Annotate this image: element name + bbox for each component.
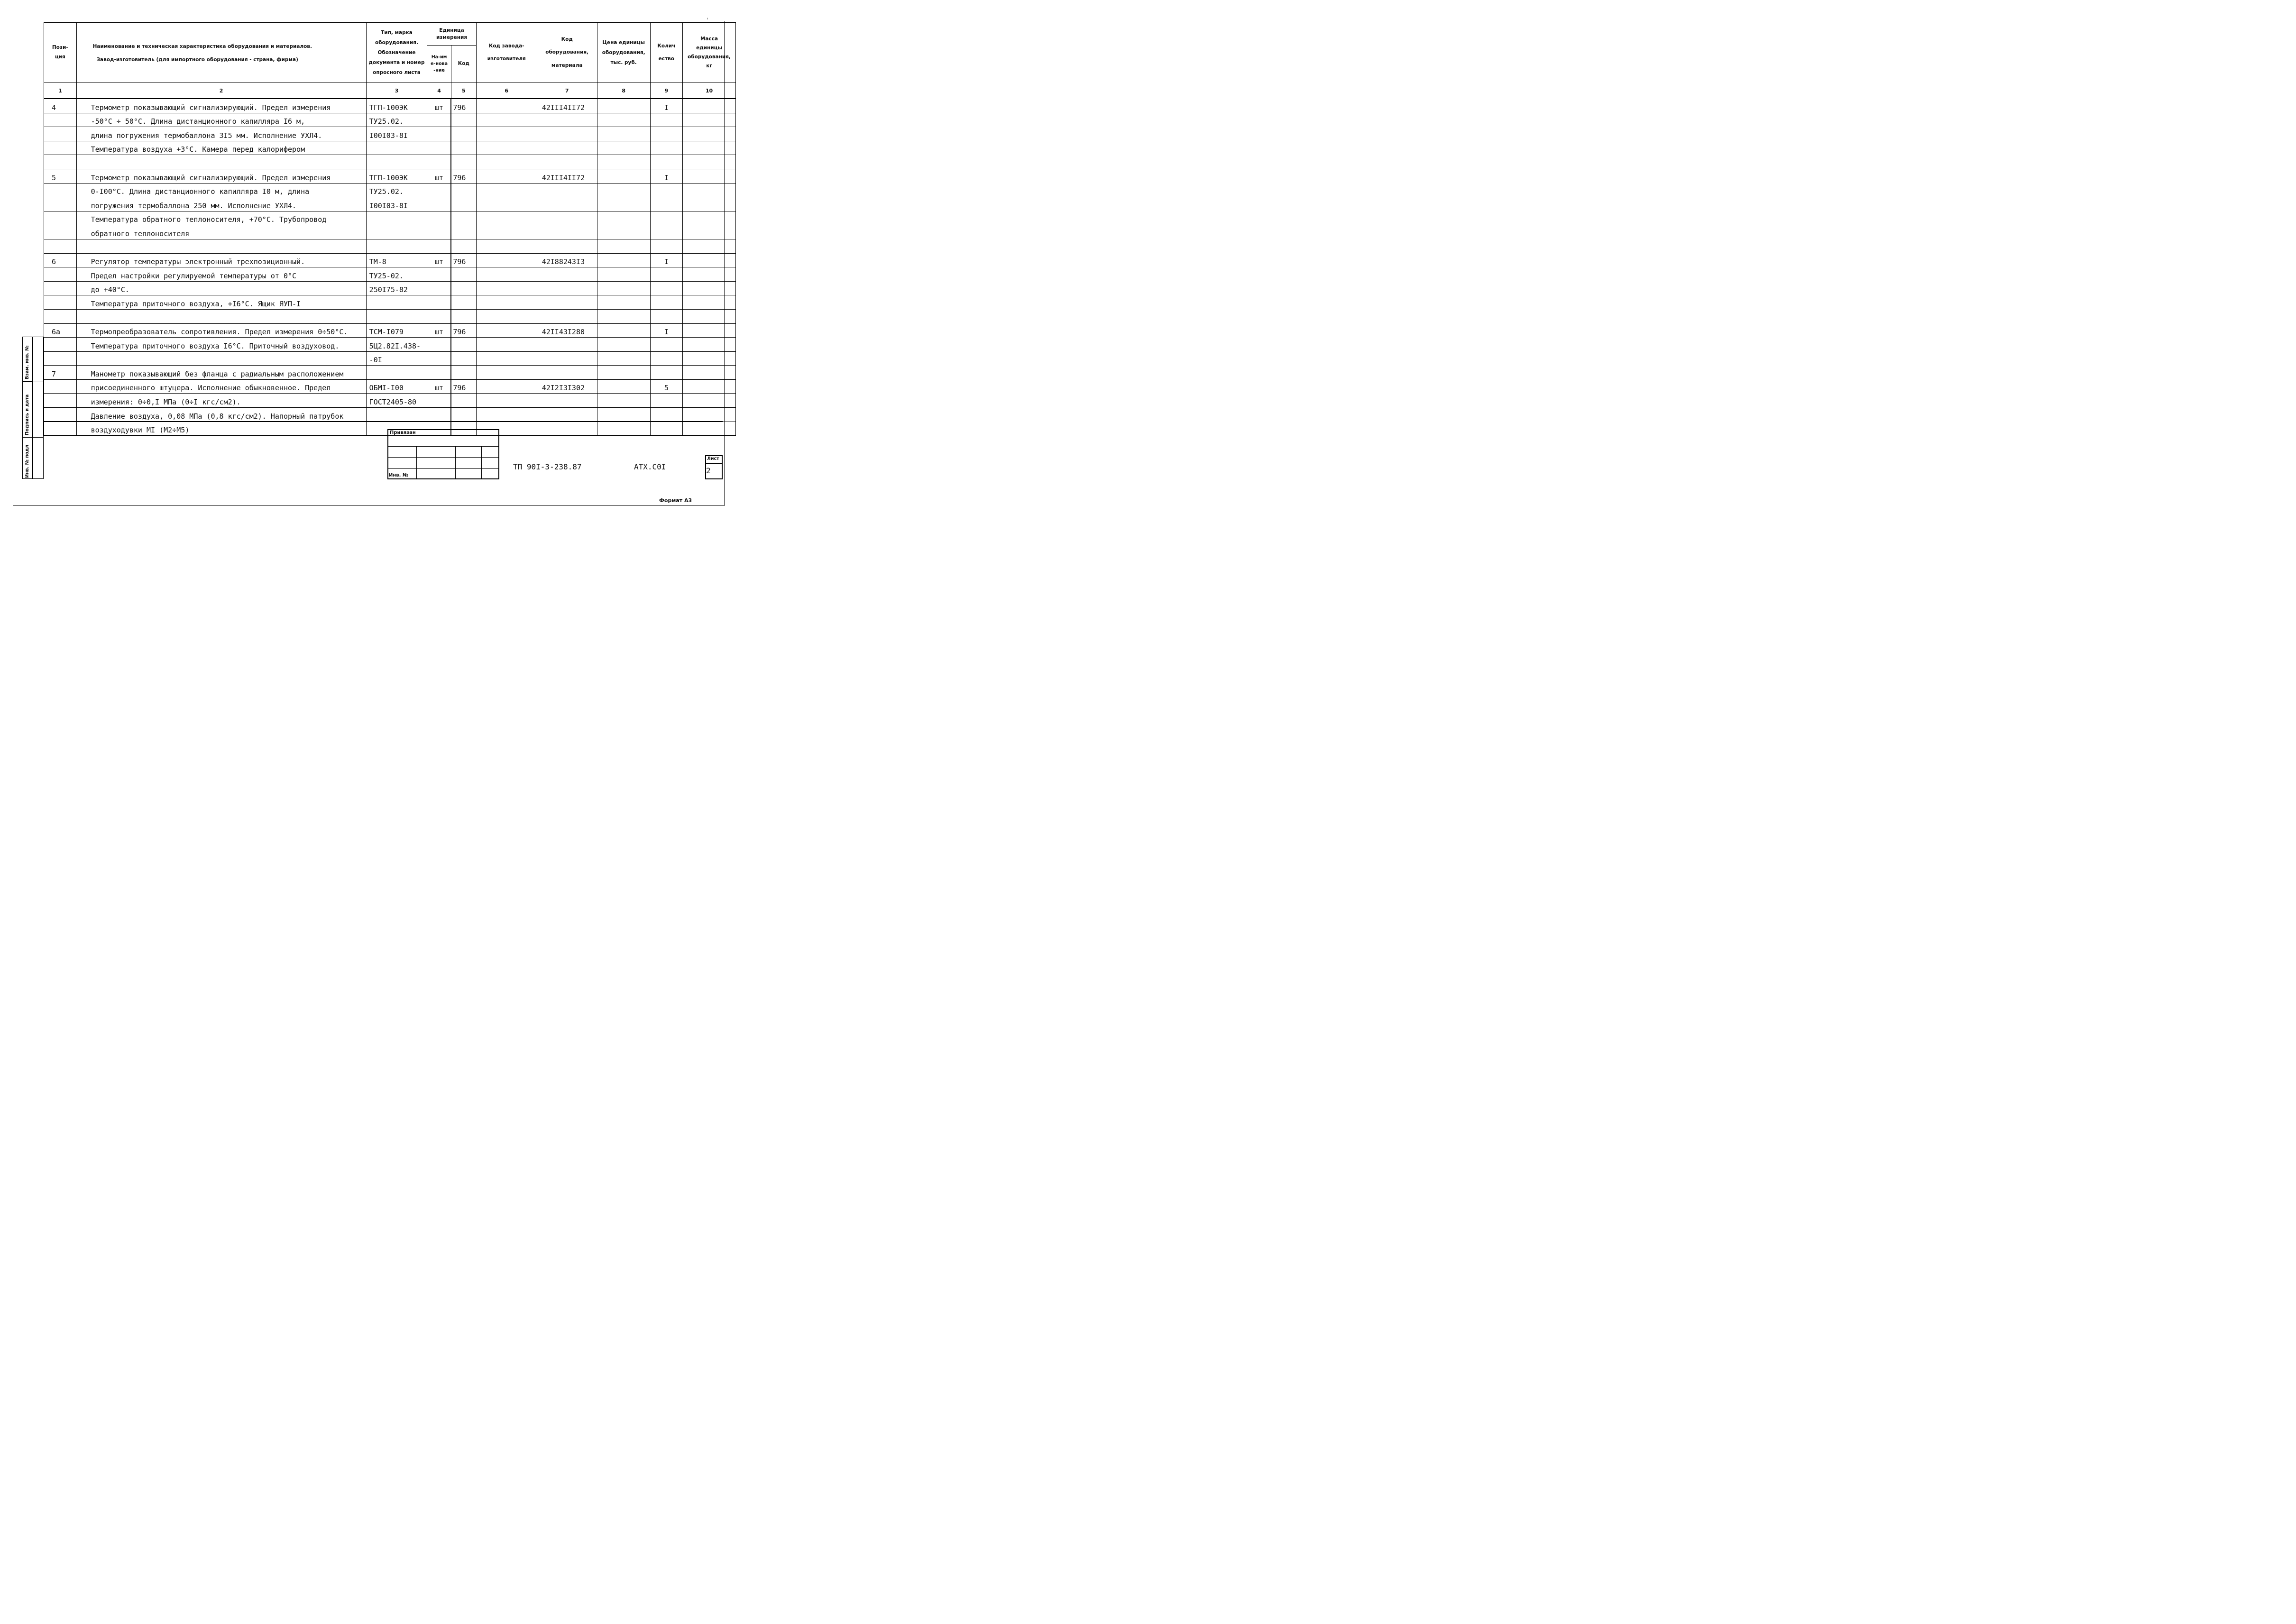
cell-unit: [427, 127, 451, 141]
cell-empty: [597, 197, 650, 211]
cell-empty: [476, 267, 537, 282]
cell-empty: [597, 351, 650, 366]
cell-unit: [427, 267, 451, 282]
cell-code: [451, 338, 476, 352]
cell-pos: [44, 309, 77, 323]
cell-name: Термометр показывающий сигнализирующий. Предел измерения: [76, 169, 366, 183]
cell-type: [366, 295, 427, 310]
header-quantity: Количество: [650, 23, 682, 83]
cell-name: воздуходувки МI (М2÷М5): [76, 422, 366, 436]
table-row: [44, 366, 736, 380]
cell-empty: [683, 281, 736, 295]
cell-empty: [597, 239, 650, 253]
cell-empty: [683, 141, 736, 155]
title-block-frame: [44, 421, 723, 479]
cell-pos: [44, 113, 77, 127]
cell-unit: шт: [427, 99, 451, 113]
cell-empty: [476, 309, 537, 323]
cell-pos: [44, 351, 77, 366]
cell-code: 796: [451, 379, 476, 394]
cell-code: [451, 309, 476, 323]
cell-empty: [683, 295, 736, 310]
cell-code: [451, 394, 476, 408]
cell-empty: [476, 211, 537, 225]
cell-pos: 7: [44, 366, 77, 380]
cell-pos: [44, 338, 77, 352]
header-unit-code: Код: [451, 46, 476, 83]
cell-pos: [44, 127, 77, 141]
header-price: Цена единицы оборудования, тыс. руб.: [597, 23, 650, 83]
cell-qty: [650, 281, 682, 295]
cell-type: [366, 366, 427, 380]
cell-empty: [683, 211, 736, 225]
table-row: [44, 99, 736, 113]
column-number: 6: [476, 83, 537, 99]
cell-pos: [44, 267, 77, 282]
cell-ecode: [537, 113, 597, 127]
privyazan-line-1: [387, 446, 499, 447]
cell-name: длина погружения термобаллона 3I5 мм. Исполнение УХЛ4.: [76, 127, 366, 141]
cell-unit: [427, 394, 451, 408]
cell-pos: [44, 197, 77, 211]
cell-pos: [44, 295, 77, 310]
cell-name: 0-I00°С. Длина дистанционного капилляра I0 м, длина: [76, 183, 366, 197]
side-divider-3: [33, 382, 44, 438]
cell-ecode: [537, 183, 597, 197]
cell-qty: I: [650, 99, 682, 113]
cell-empty: [476, 379, 537, 394]
cell-pos: [44, 379, 77, 394]
cell-name: измерения: 0÷0,I МПа (0÷I кгс/см2).: [76, 394, 366, 408]
cell-qty: [650, 295, 682, 310]
cell-empty: [476, 155, 537, 169]
cell-pos: [44, 141, 77, 155]
cell-empty: [597, 155, 650, 169]
cell-pos: 4: [44, 99, 77, 113]
cell-empty: [683, 351, 736, 366]
cell-empty: [683, 323, 736, 338]
cell-empty: [683, 366, 736, 380]
cell-code: [451, 267, 476, 282]
column-number-row: [44, 83, 736, 99]
cell-empty: [683, 197, 736, 211]
cell-code: 796: [451, 323, 476, 338]
cell-empty: [597, 99, 650, 113]
cell-empty: [597, 408, 650, 422]
corner-tick: ˈ: [706, 17, 709, 24]
sheet-outer-bottom-line: [13, 505, 725, 506]
cell-empty: [683, 99, 736, 113]
cell-empty: [597, 183, 650, 197]
cell-name: Регулятор температуры электронный трехпозиционный.: [76, 253, 366, 267]
cell-empty: [476, 127, 537, 141]
cell-empty: [476, 338, 537, 352]
cell-name: [76, 309, 366, 323]
table-row: [44, 408, 736, 422]
document-mark: АТХ.С0I: [634, 462, 666, 471]
cell-unit: [427, 408, 451, 422]
cell-pos: [44, 394, 77, 408]
cell-code: [451, 127, 476, 141]
cell-empty: [597, 366, 650, 380]
column-number: 8: [597, 83, 650, 99]
cell-empty: [683, 113, 736, 127]
column-number: 10: [683, 83, 736, 99]
specification-table: [44, 22, 736, 436]
cell-type: ОБМI-I00: [366, 379, 427, 394]
cell-type: [366, 141, 427, 155]
cell-empty: [597, 323, 650, 338]
cell-ecode: [537, 366, 597, 380]
cell-name: присоединенного штуцера. Исполнение обыкновенное. Предел: [76, 379, 366, 394]
table-row: [44, 155, 736, 169]
cell-empty: [476, 239, 537, 253]
cell-empty: [597, 309, 650, 323]
cell-empty: [597, 169, 650, 183]
cell-empty: [597, 253, 650, 267]
table-row: [44, 197, 736, 211]
cell-unit: [427, 183, 451, 197]
cell-empty: [476, 253, 537, 267]
sheet-label: Лист: [707, 456, 719, 461]
cell-empty: [476, 141, 537, 155]
cell-unit: шт: [427, 253, 451, 267]
cell-code: [451, 281, 476, 295]
cell-qty: [650, 351, 682, 366]
table-row: [44, 379, 736, 394]
cell-empty: [476, 351, 537, 366]
cell-code: 796: [451, 99, 476, 113]
cell-unit: [427, 281, 451, 295]
header-type: Тип, марка оборудования. Обозначение документа и номер опросного листа: [366, 23, 427, 83]
cell-name: -50°C ÷ 50°С. Длина дистанционного капилляра I6 м,: [76, 113, 366, 127]
table-row: [44, 281, 736, 295]
cell-empty: [597, 267, 650, 282]
cell-pos: 6а: [44, 323, 77, 338]
cell-pos: [44, 408, 77, 422]
table-row: [44, 351, 736, 366]
cell-unit: [427, 309, 451, 323]
cell-ecode: [537, 127, 597, 141]
cell-ecode: [537, 267, 597, 282]
table-row: [44, 394, 736, 408]
cell-type: -0I: [366, 351, 427, 366]
column-number: 9: [650, 83, 682, 99]
cell-empty: [597, 338, 650, 352]
header-unit-group: Единица измерения: [427, 23, 476, 46]
privyazan-vline-3: [481, 446, 482, 479]
cell-name: Температура воздуха +3°С. Камера перед калорифером: [76, 141, 366, 155]
privyazan-label: Привязан: [390, 430, 416, 435]
cell-name: Термометр показывающий сигнализирующий. Предел измерения: [76, 99, 366, 113]
column-number: 4: [427, 83, 451, 99]
cell-qty: [650, 141, 682, 155]
cell-qty: [650, 267, 682, 282]
cell-empty: [476, 281, 537, 295]
cell-qty: [650, 211, 682, 225]
cell-name: [76, 239, 366, 253]
cell-name: Манометр показывающий без фланца с радиальным расположением: [76, 366, 366, 380]
cell-qty: I: [650, 323, 682, 338]
cell-ecode: [537, 338, 597, 352]
cell-empty: [597, 127, 650, 141]
cell-qty: [650, 366, 682, 380]
header-position: Пози- ция: [44, 23, 77, 83]
cell-type: ТУ25-02.: [366, 267, 427, 282]
table-row: [44, 183, 736, 197]
cell-code: [451, 351, 476, 366]
cell-qty: [650, 197, 682, 211]
cell-empty: [476, 225, 537, 239]
cell-unit: [427, 141, 451, 155]
cell-type: [366, 408, 427, 422]
cell-empty: [597, 225, 650, 239]
cell-empty: [597, 211, 650, 225]
cell-empty: [476, 366, 537, 380]
privyazan-box: [387, 429, 499, 479]
cell-name: Термопреобразователь сопротивления. Предел измерения 0÷50°С.: [76, 323, 366, 338]
cell-name: погружения термобаллона 250 мм. Исполнение УХЛ4.: [76, 197, 366, 211]
cell-type: [366, 211, 427, 225]
table-row: [44, 309, 736, 323]
cell-type: ТСМ-I079: [366, 323, 427, 338]
cell-empty: [683, 169, 736, 183]
sheet-number: 2: [706, 466, 711, 475]
cell-pos: [44, 281, 77, 295]
cell-name: Температура обратного теплоносителя, +70°С. Трубопровод: [76, 211, 366, 225]
privyazan-line-2: [387, 457, 499, 458]
cell-empty: [476, 183, 537, 197]
cell-unit: [427, 113, 451, 127]
cell-type: 250I75-82: [366, 281, 427, 295]
cell-name: Температура приточного воздуха, +I6°С. Ящик ЯУП-I: [76, 295, 366, 310]
cell-empty: [683, 253, 736, 267]
cell-code: [451, 408, 476, 422]
cell-pos: 6: [44, 253, 77, 267]
cell-code: [451, 183, 476, 197]
table-row: [44, 323, 736, 338]
cell-empty: [597, 141, 650, 155]
cell-code: 796: [451, 253, 476, 267]
cell-code: 796: [451, 169, 476, 183]
cell-empty: [683, 127, 736, 141]
table-row: [44, 253, 736, 267]
cell-unit: [427, 155, 451, 169]
cell-code: [451, 155, 476, 169]
cell-type: I00I03-8I: [366, 127, 427, 141]
cell-empty: [597, 295, 650, 310]
cell-ecode: [537, 211, 597, 225]
cell-unit: шт: [427, 323, 451, 338]
privyazan-vline-1: [416, 446, 417, 479]
column-number: 5: [451, 83, 476, 99]
cell-empty: [683, 338, 736, 352]
cell-type: ТМ-8: [366, 253, 427, 267]
table-row: [44, 169, 736, 183]
cell-empty: [683, 408, 736, 422]
header-factory-code: Код завода-изготовителя: [476, 23, 537, 83]
cell-empty: [597, 379, 650, 394]
cell-unit: [427, 295, 451, 310]
cell-type: [366, 309, 427, 323]
cell-ecode: 42I88243I3: [537, 253, 597, 267]
header-mass: Масса единицы оборудования, кг: [683, 23, 736, 83]
cell-empty: [476, 394, 537, 408]
cell-empty: [597, 113, 650, 127]
cell-name: до +40°С.: [76, 281, 366, 295]
table-row: [44, 141, 736, 155]
column-number: 2: [76, 83, 366, 99]
cell-unit: [427, 351, 451, 366]
cell-pos: [44, 239, 77, 253]
cell-ecode: [537, 141, 597, 155]
cell-type: I00I03-8I: [366, 197, 427, 211]
side-label-inv-podl: Инв. № подл: [25, 445, 30, 478]
cell-code: [451, 197, 476, 211]
cell-name: Температура приточного воздуха I6°С. Приточный воздуховод.: [76, 338, 366, 352]
cell-pos: [44, 155, 77, 169]
cell-qty: [650, 225, 682, 239]
cell-qty: [650, 338, 682, 352]
cell-pos: [44, 211, 77, 225]
cell-ecode: [537, 239, 597, 253]
cell-unit: [427, 366, 451, 380]
cell-empty: [683, 239, 736, 253]
cell-qty: [650, 239, 682, 253]
cell-ecode: [537, 155, 597, 169]
cell-qty: [650, 127, 682, 141]
cell-empty: [683, 225, 736, 239]
cell-qty: [650, 309, 682, 323]
cell-name: [76, 155, 366, 169]
table-row: [44, 267, 736, 282]
cell-ecode: [537, 309, 597, 323]
cell-unit: [427, 211, 451, 225]
cell-type: [366, 225, 427, 239]
cell-qty: [650, 408, 682, 422]
cell-qty: [650, 183, 682, 197]
cell-empty: [683, 379, 736, 394]
cell-code: [451, 239, 476, 253]
cell-ecode: [537, 295, 597, 310]
table-row: [44, 211, 736, 225]
cell-empty: [476, 169, 537, 183]
cell-code: [451, 141, 476, 155]
cell-empty: [597, 281, 650, 295]
cell-unit: шт: [427, 379, 451, 394]
cell-empty: [683, 183, 736, 197]
cell-qty: 5: [650, 379, 682, 394]
table-row: [44, 338, 736, 352]
cell-empty: [597, 394, 650, 408]
cell-empty: [476, 99, 537, 113]
cell-code: [451, 211, 476, 225]
column-number: 3: [366, 83, 427, 99]
cell-ecode: [537, 394, 597, 408]
header-equipment-code: Код оборудования, материала: [537, 23, 597, 83]
cell-unit: [427, 197, 451, 211]
cell-name: Предел настройки регулируемой температуры от 0°С: [76, 267, 366, 282]
cell-qty: [650, 155, 682, 169]
sheet-box-divider: [705, 463, 723, 464]
table-row: [44, 113, 736, 127]
cell-qty: [650, 394, 682, 408]
cell-empty: [476, 113, 537, 127]
document-code: ТП 90I-3-238.87: [513, 462, 582, 471]
cell-name: Давление воздуха, 0,08 МПа (0,8 кгс/см2). Напорный патрубок: [76, 408, 366, 422]
side-label-vzam: Взам. инв. №: [25, 345, 30, 379]
cell-unit: [427, 239, 451, 253]
cell-type: ТУ25.02.: [366, 183, 427, 197]
cell-empty: [476, 295, 537, 310]
cell-pos: [44, 225, 77, 239]
cell-unit: [427, 338, 451, 352]
cell-empty: [683, 394, 736, 408]
cell-pos: 5: [44, 169, 77, 183]
table-row: [44, 239, 736, 253]
cell-unit: [427, 225, 451, 239]
column-number: 1: [44, 83, 77, 99]
cell-type: ТГП-100ЭК: [366, 169, 427, 183]
cell-type: [366, 155, 427, 169]
cell-name: обратного теплоносителя: [76, 225, 366, 239]
table-row: [44, 295, 736, 310]
cell-code: [451, 366, 476, 380]
cell-empty: [683, 309, 736, 323]
cell-ecode: [537, 281, 597, 295]
inv-no-label: Инв. №: [389, 473, 408, 478]
cell-ecode: 42III4II72: [537, 99, 597, 113]
cell-empty: [683, 155, 736, 169]
column-number: 7: [537, 83, 597, 99]
privyazan-line-3: [387, 468, 499, 469]
header-unit-name: На-име-нова-ние: [427, 46, 451, 83]
cell-unit: шт: [427, 169, 451, 183]
header-name: Наименование и техническая характеристика оборудования и материалов. Завод-изготовитель (для импортного оборудования - страна, фирма): [76, 23, 366, 83]
cell-empty: [476, 197, 537, 211]
cell-name: [76, 351, 366, 366]
cell-ecode: 42I2I3I302: [537, 379, 597, 394]
cell-type: 5Ц2.82I.438-: [366, 338, 427, 352]
cell-ecode: 42II43I280: [537, 323, 597, 338]
cell-ecode: [537, 408, 597, 422]
privyazan-vline-2: [455, 446, 456, 479]
cell-type: [366, 239, 427, 253]
table-row: [44, 127, 736, 141]
cell-code: [451, 295, 476, 310]
cell-ecode: [537, 351, 597, 366]
table-row: [44, 225, 736, 239]
format-label: Формат А3: [659, 497, 692, 504]
cell-type: ГОСТ2405-80: [366, 394, 427, 408]
cell-qty: I: [650, 253, 682, 267]
cell-qty: [650, 113, 682, 127]
cell-pos: [44, 183, 77, 197]
cell-type: ТГП-100ЭК: [366, 99, 427, 113]
cell-ecode: [537, 225, 597, 239]
cell-empty: [476, 323, 537, 338]
cell-qty: I: [650, 169, 682, 183]
cell-empty: [476, 408, 537, 422]
cell-ecode: [537, 197, 597, 211]
cell-code: [451, 113, 476, 127]
cell-type: ТУ25.02.: [366, 113, 427, 127]
side-label-podpis: Подпись и дата: [25, 394, 30, 435]
cell-empty: [683, 267, 736, 282]
cell-ecode: 42III4II72: [537, 169, 597, 183]
cell-code: [451, 225, 476, 239]
